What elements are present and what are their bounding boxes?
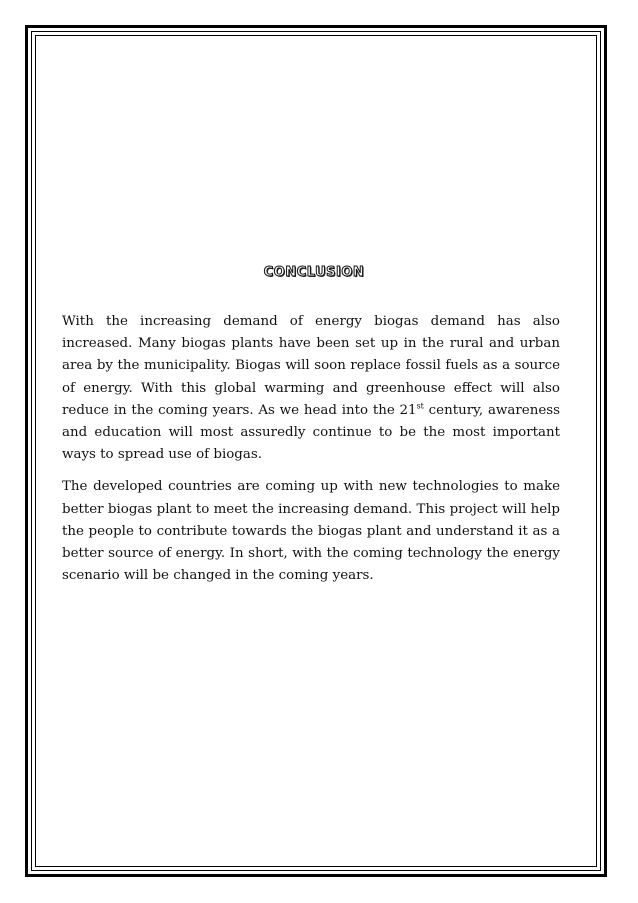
- page-title: conclusion: [263, 260, 365, 281]
- paragraph-1-superscript: st: [416, 401, 424, 411]
- paragraph-1-text-before: With the increasing demand of energy biogas demand has also increased. Many biogas plants have been set up in the rural and urban area by the municipality. Biogas will soon replace fossil fuels as a source of energy. With this global warming and greenhouse effect will also reduce in the coming years. As we head into the 21: [62, 314, 560, 418]
- page-content: [62, 260, 560, 597]
- paragraph-2: The developed countries are coming up with new technologies to make better biogas plant to meet the increasing demand. This project will help the people to contribute towards the biogas plant and understand it as a better source of energy. In short, with the coming technology the energy scenario will be changed in the coming years.: [62, 479, 560, 584]
- paragraph-1-text-after: century, awareness and education will most assuredly continue to be the most important ways to spread use of biogas.: [62, 402, 560, 463]
- paragraph-1: [62, 311, 560, 466]
